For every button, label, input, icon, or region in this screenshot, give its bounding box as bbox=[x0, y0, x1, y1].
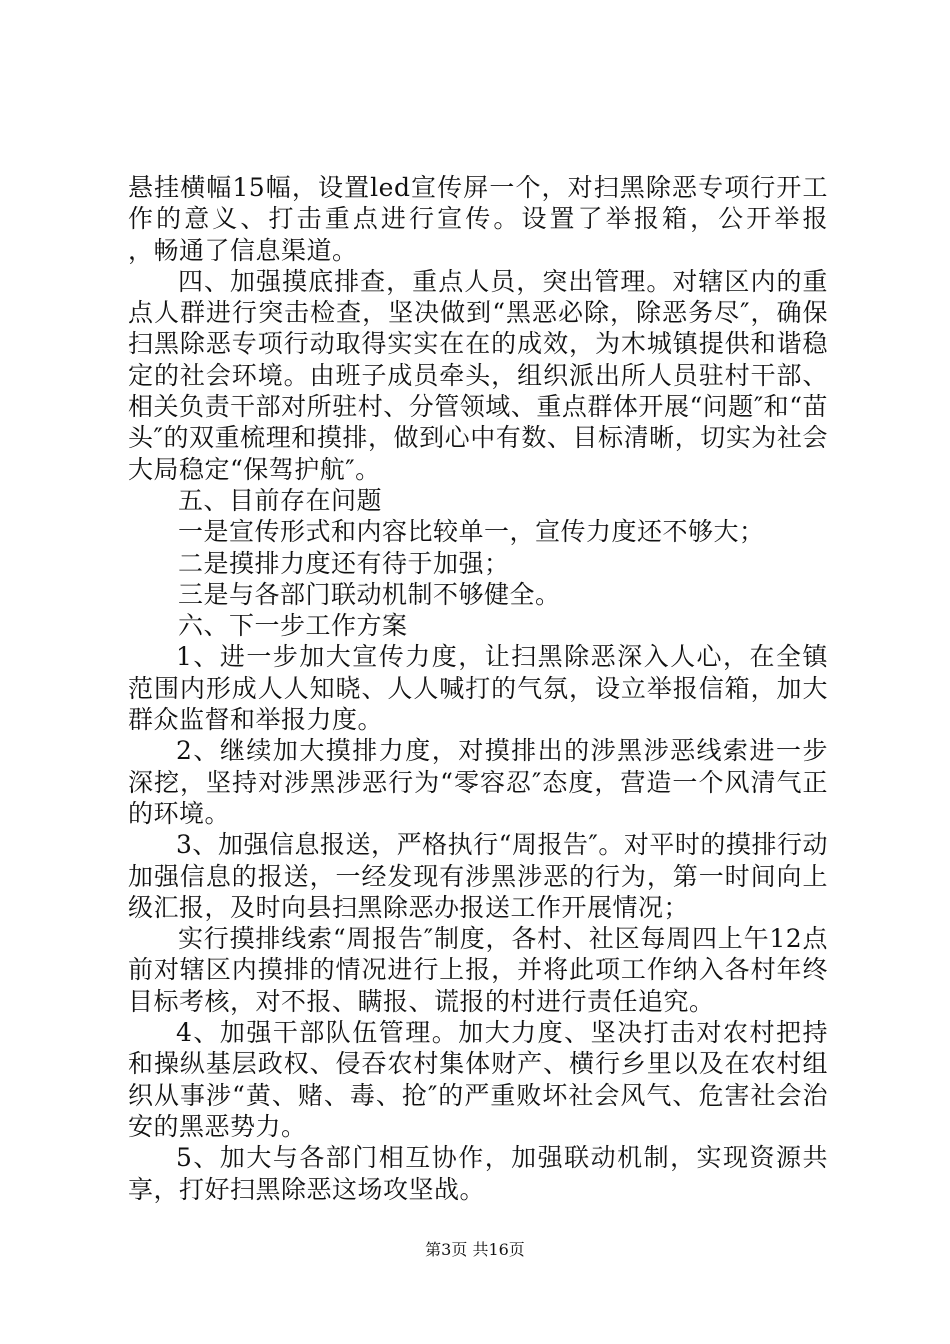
document-body bbox=[128, 172, 880, 1205]
list-item-step-3: 3、加强信息报送，严格执行“周报告″。对平时的摸排行动加强信息的报送，一经发现有涉黑涉恶的行为，第一时间向上级汇报，及时向县扫黑除恶办报送工作开展情况； bbox=[128, 830, 828, 922]
list-item-problem-1: 一是宣传形式和内容比较单一，宣传力度还不够大； bbox=[178, 517, 765, 547]
list-item-step-4: 4、加强干部队伍管理。加大力度、坚决打击对农村把持和操纵基层政权、侵吞农村集体财产、横行乡里以及在农村组织从事涉“黄、赌、毒、抢″的严重败坏社会风气、危害社会治安的黑恶势力。 bbox=[128, 1018, 828, 1141]
list-item-step-1: 1、进一步加大宣传力度，让扫黑除恶深入人心，在全镇范围内形成人人知晓、人人喊打的气氛，设立举报信箱，加大群众监督和举报力度。 bbox=[128, 642, 828, 735]
paragraph-weekly-report: 实行摸排线索“周报告″制度，各村、社区每周四上午12点前对辖区内摸排的情况进行上报，并将此项工作纳入各村年终目标考核，对不报、瞒报、谎报的村进行责任追究。 bbox=[128, 924, 828, 1016]
list-item-problem-3: 三是与各部门联动机制不够健全。 bbox=[178, 579, 561, 609]
heading-current-problems: 五、目前存在问题 bbox=[178, 485, 383, 515]
list-item-step-2: 2、继续加大摸排力度，对摸排出的涉黑涉恶线索进一步深挖，坚持对涉黑涉恶行为“零容忍″态度，营造一个风清气正的环境。 bbox=[128, 736, 828, 828]
heading-next-steps: 六、下一步工作方案 bbox=[178, 611, 408, 641]
paragraph-publicity-continued: 悬挂横幅15幅，设置led宣传屏一个，对扫黑除恶专项行开工作的意义、打击重点进行宣传。设置了举报箱，公开举报 ，畅通了信息渠道。 bbox=[128, 173, 880, 265]
page-number-footer: 第3页 共16页 bbox=[425, 1240, 525, 1259]
paragraph-section-four: 四、加强摸底排查，重点人员，突出管理。对辖区内的重点人群进行突击检查，坚决做到“黑恶必除，除恶务尽″，确保扫黑除恶专项行动取得实实在在的成效，为木城镇提供和谐稳定的社会环境。由班子成员牵头，组织派出所人员驻村干部、相关负责干部对所驻村、分管领域、重点群体开展“问题″和“苗头″的双重梳理和摸排，做到心中有数、目标清晰，切实为社会大局稳定“保驾护航″。 bbox=[128, 266, 828, 484]
list-item-problem-2: 二是摸排力度还有待于加强； bbox=[178, 548, 510, 578]
list-item-step-5: 5、加大与各部门相互协作，加强联动机制，实现资源共享，打好扫黑除恶这场攻坚战。 bbox=[128, 1143, 828, 1204]
